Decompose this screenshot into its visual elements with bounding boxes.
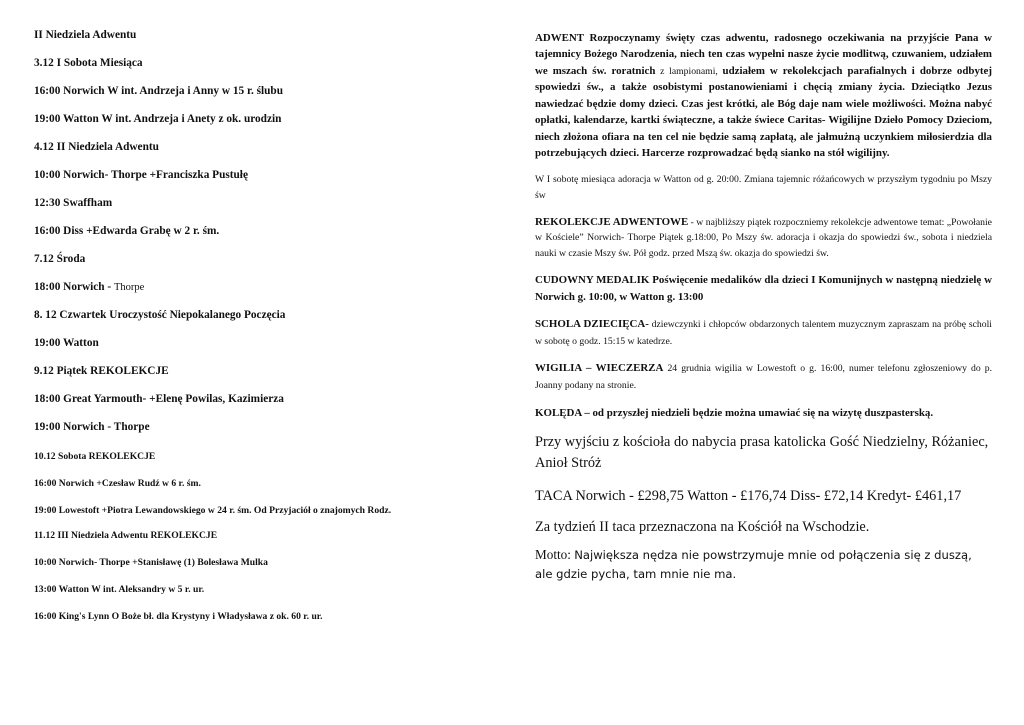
motto-label: Motto: bbox=[535, 547, 575, 562]
schedule-line: II Niedziela Adwentu bbox=[34, 29, 137, 41]
schedule-line bbox=[34, 281, 144, 294]
schedule-line: 7.12 Środa bbox=[34, 253, 86, 265]
schedule-line: 16:00 King's Lynn O Boże bł. dla Krystyny i Władysława z ok. 60 r. ur. bbox=[34, 611, 323, 622]
schedule-line: 4.12 II Niedziela Adwentu bbox=[34, 141, 159, 153]
adwent-paragraph bbox=[535, 30, 992, 161]
taca2-paragraph: Za tydzień II taca przeznaczona na Kościół na Wschodzie. bbox=[535, 519, 870, 535]
schedule-line: 16:00 Diss +Edwarda Grabę w 2 r. śm. bbox=[34, 225, 220, 237]
schedule-line: 19:00 Lowestoft +Piotra Lewandowskiego w 24 r. śm. Od Przyjaciół o znajomych Rodz. bbox=[34, 505, 392, 516]
motto-text: Największa nędza nie powstrzymuje mnie od połączenia się z duszą, ale gdzie pycha, tam mnie nie ma. bbox=[535, 548, 972, 581]
schedule-line: 10:00 Norwich- Thorpe +Franciszka Pustułę bbox=[34, 169, 248, 181]
motto-paragraph bbox=[535, 546, 992, 584]
schedule-line: 19:00 Norwich - Thorpe bbox=[34, 421, 150, 433]
adoracja-paragraph: W I sobotę miesiąca adoracja w Watton od g. 20:00. Zmiana tajemnic różańcowych w przyszłym tygodniu po Mszy św bbox=[535, 174, 992, 202]
rekolekcje-paragraph bbox=[535, 215, 992, 262]
wigilia-title: WIGILIA – WIECZERZA bbox=[535, 362, 664, 375]
schola-title: SCHOLA DZIECIĘCA- bbox=[535, 318, 649, 331]
taca-paragraph: TACA Norwich - £298,75 Watton - £176,74 Diss- £72,14 Kredyt- £461,17 bbox=[535, 488, 962, 504]
koleda-text: KOLĘDA – od przyszłej niedzieli będzie można umawiać się na wizytę duszpasterską. bbox=[535, 406, 934, 419]
schedule-line: 18:00 Great Yarmouth- +Elenę Powilas, Kazimierza bbox=[34, 393, 284, 405]
schedule-line: 16:00 Norwich W int. Andrzeja i Anny w 15 r. ślubu bbox=[34, 85, 283, 97]
adwent-rest: udziałem w rekolekcjach parafialnych i dobrze odbytej spowiedzi św., a także osobistymi postanowieniami i chęcią zmiany życia. Dzieciątko Jezus nawiedzać będzie domy dzieci. Czas jest krótki, ale Bóg daje nam wiele możliwości. Można nabyć opłatki, kalendarze, kartki świąteczne, a także świece Caritas- Wigilijne Dzieło Pomocy Dzieciom, niech złożona ofiara na ten cel nie będzie samą zapłatą, ale jałmużną uczynkiem miłosierdzia dla potrzebujących dzieci. Harcerze rozprowadzać będą sianko na stół wigilijny. bbox=[535, 64, 992, 160]
wigilia-text: 24 grudnia wigilia w Lowestoft o g. 16:00, numer telefonu zgłoszeniowy do p. Joanny podany na stronie. bbox=[535, 363, 992, 391]
medalik-text: CUDOWNY MEDALIK Poświęcenie medalików dla dzieci I Komunijnych w następną niedzielę w Norwich g. 10:00, w Watton g. 13:00 bbox=[535, 274, 992, 303]
rekolekcje-title: REKOLEKCJE ADWENTOWE bbox=[535, 215, 689, 228]
schola-paragraph bbox=[535, 316, 992, 349]
koleda-paragraph bbox=[535, 405, 992, 421]
schola-text: dziewczynki i chłopców obdarzonych talentem muzycznym zapraszam na próbę scholi w sobotę o godz. 15:15 w katedrze. bbox=[535, 319, 992, 347]
schedule-line: 12:30 Swaffham bbox=[34, 197, 113, 209]
schedule-line-text: 18:00 Norwich - bbox=[34, 281, 115, 293]
rekolekcje-text: - w najbliższy piątek rozpoczniemy rekolekcje adwentowe temat: „Powołanie w Kościele” Norwich- Thorpe Piątek g.18:00, Po Mszy św. adoracja i okazja do spowiedzi św., sobota i niedziela nauki w czasie Mszy św. Pół godz. przed Mszą św. okazja do spowiedzi św. bbox=[535, 216, 992, 259]
schedule-line: 3.12 I Sobota Miesiąca bbox=[34, 57, 143, 69]
schedule-line: 19:00 Watton bbox=[34, 337, 99, 349]
schedule-line-light: Thorpe bbox=[114, 282, 145, 293]
medalik-paragraph bbox=[535, 272, 992, 305]
schedule-line: 10.12 Sobota REKOLEKCJE bbox=[34, 451, 156, 462]
schedule-line: 11.12 III Niedziela Adwentu REKOLEKCJE bbox=[34, 530, 218, 541]
adwent-lead: ADWENT Rozpoczynamy święty czas adwentu, radosnego oczekiwania na przyjście Pana w tajemnicy Bożego Narodzenia, niech ten czas wypełni nasze życie modlitwą, czuwaniem, udziałem we mszach św. roratnich bbox=[535, 32, 992, 77]
schedule-line: 10:00 Norwich- Thorpe +Stanisławę (1) Bolesława Mulka bbox=[34, 557, 268, 568]
schedule-line: 19:00 Watton W int. Andrzeja i Anety z ok. urodzin bbox=[34, 113, 282, 125]
schedule-line: 8. 12 Czwartek Uroczystość Niepokalanego Poczęcia bbox=[34, 309, 286, 321]
announcements bbox=[535, 30, 992, 584]
prasa-paragraph: Przy wyjściu z kościoła do nabycia prasa katolicka Gość Niedzielny, Różaniec, Anioł Stróż bbox=[535, 434, 989, 471]
adwent-mid: z lampionami, bbox=[655, 65, 723, 77]
schedule-line: 16:00 Norwich +Czesław Rudź w 6 r. śm. bbox=[34, 478, 201, 489]
schedule-line: 9.12 Piątek REKOLEKCJE bbox=[34, 365, 169, 377]
wigilia-paragraph bbox=[535, 360, 992, 393]
schedule-line: 13:00 Watton W int. Aleksandry w 5 r. ur. bbox=[34, 584, 205, 595]
